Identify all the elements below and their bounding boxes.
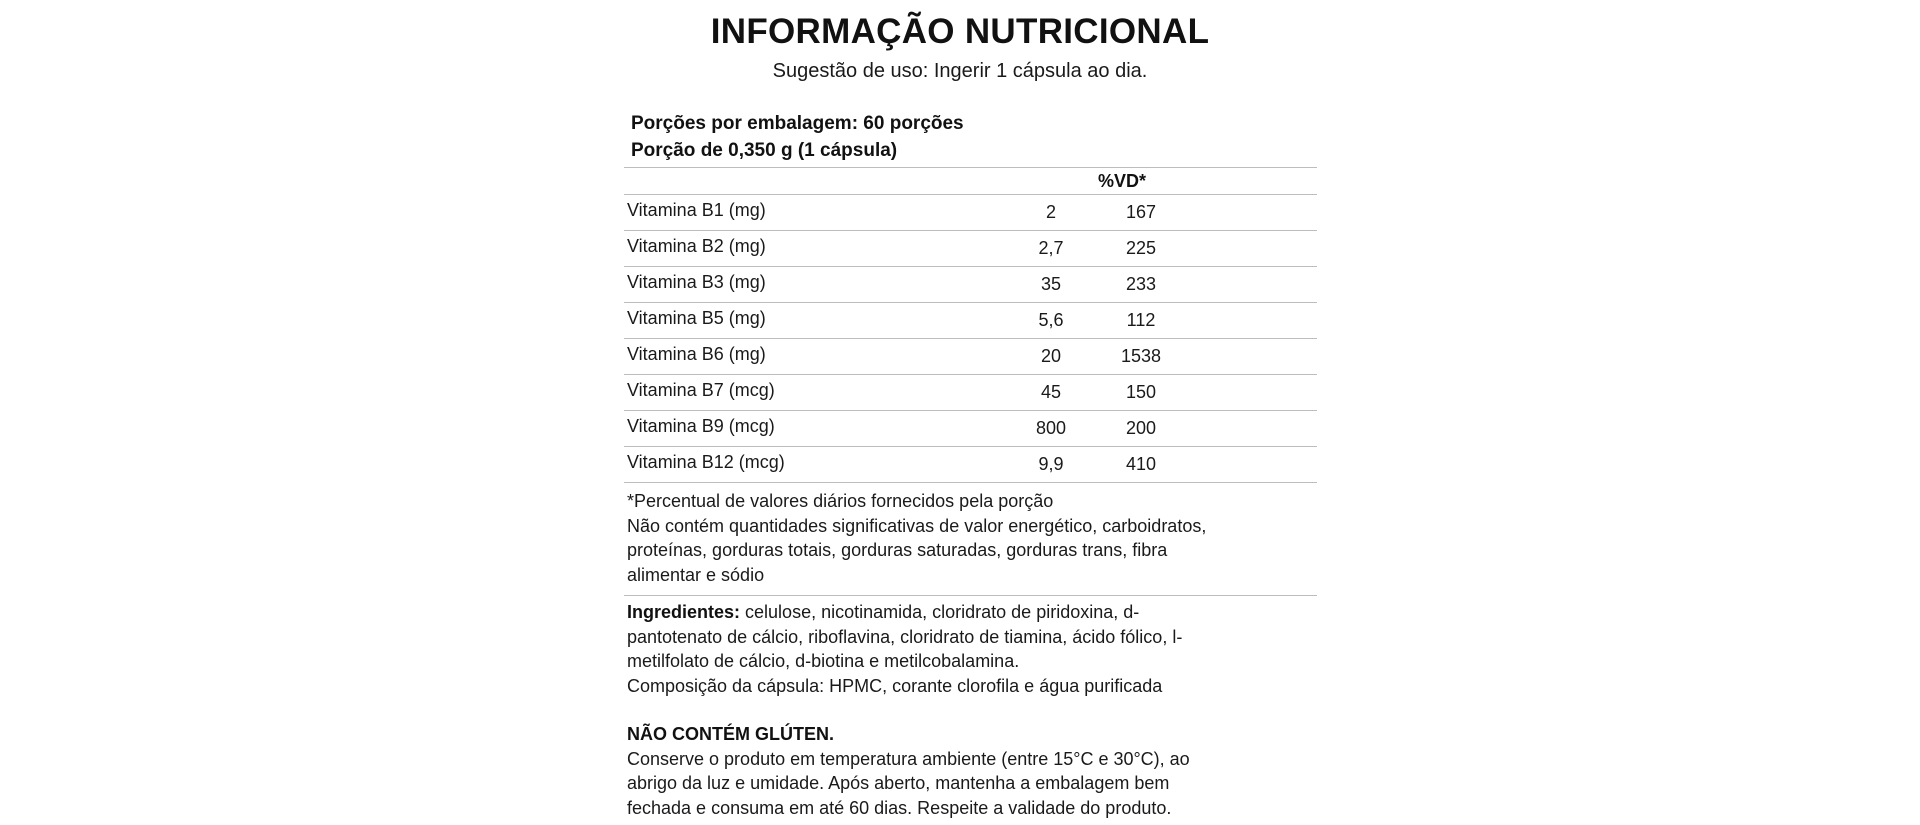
nutrient-dv: 150 bbox=[1125, 382, 1157, 402]
nutrient-dv: 233 bbox=[1125, 274, 1157, 294]
nutrient-amount: 2,7 bbox=[1038, 238, 1064, 258]
dv-column-header: %VD* bbox=[1097, 171, 1146, 191]
capsule-composition: Composição da cápsula: HPMC, corante clorofila e água purificada bbox=[627, 675, 1163, 696]
nutrient-name: Vitamina B9 (mcg) bbox=[627, 416, 775, 436]
nutrition-panel bbox=[624, 110, 1317, 820]
nutrient-dv: 167 bbox=[1125, 202, 1157, 222]
table-row bbox=[624, 446, 1317, 483]
nutrient-amount: 35 bbox=[1040, 274, 1062, 294]
table-row bbox=[624, 338, 1317, 374]
nutrient-name: Vitamina B5 (mg) bbox=[627, 308, 766, 328]
nutrient-dv: 1538 bbox=[1120, 346, 1162, 366]
ingredients-label: Ingredientes: bbox=[627, 602, 741, 622]
dv-footnote: *Percentual de valores diários fornecidos pela porção bbox=[627, 491, 1054, 511]
spacer bbox=[627, 698, 1227, 722]
table-row bbox=[624, 302, 1317, 338]
nutrient-amount: 800 bbox=[1035, 418, 1067, 438]
not-significant-note: Não contém quantidades significativas de valor energético, carboidratos, proteínas, gorduras totais, gorduras saturadas, gorduras trans, fibra alimentar e sódio bbox=[627, 515, 1207, 585]
nutrient-dv: 225 bbox=[1125, 238, 1157, 258]
portions-per-package: Porções por embalagem: 60 porções bbox=[631, 113, 964, 134]
table-row bbox=[624, 230, 1317, 266]
nutrient-name: Vitamina B1 (mg) bbox=[627, 200, 766, 220]
nutrient-name: Vitamina B12 (mcg) bbox=[627, 452, 785, 472]
nutrient-name: Vitamina B2 (mg) bbox=[627, 236, 766, 256]
table-row bbox=[624, 410, 1317, 446]
usage-suggestion: Sugestão de uso: Ingerir 1 cápsula ao dia. bbox=[772, 60, 1148, 82]
table-row bbox=[624, 266, 1317, 302]
portion-size: Porção de 0,350 g (1 cápsula) bbox=[631, 140, 898, 161]
gluten-warning: NÃO CONTÉM GLÚTEN. bbox=[627, 724, 834, 744]
table-header bbox=[624, 168, 1317, 194]
table-row bbox=[624, 194, 1317, 230]
nutrient-amount: 9,9 bbox=[1038, 454, 1064, 474]
nutrient-dv: 112 bbox=[1126, 310, 1156, 330]
nutrient-amount: 5,6 bbox=[1038, 310, 1064, 330]
nutrient-amount: 20 bbox=[1040, 346, 1062, 366]
nutrient-name: Vitamina B6 (mg) bbox=[627, 344, 766, 364]
ingredients-text: celulose, nicotinamida, cloridrato de piridoxina, d-pantotenato de cálcio, riboflavina, cloridrato de tiamina, ácido fólico, l-metilfolato de cálcio, d-biotina e metilcobalamina. bbox=[627, 602, 1183, 671]
nutrient-name: Vitamina B3 (mg) bbox=[627, 272, 766, 292]
page-title: INFORMAÇÃO NUTRICIONAL bbox=[710, 12, 1210, 51]
nutrition-table bbox=[624, 194, 1317, 483]
nutrient-dv: 200 bbox=[1125, 418, 1157, 438]
portions-block bbox=[624, 110, 1317, 164]
nutrient-name: Vitamina B7 (mcg) bbox=[627, 380, 775, 400]
table-row bbox=[624, 374, 1317, 410]
ingredients-block bbox=[624, 596, 1227, 820]
nutrient-amount: 45 bbox=[1040, 382, 1062, 402]
footnotes bbox=[624, 483, 1237, 591]
storage-instructions: Conserve o produto em temperatura ambiente (entre 15°C e 30°C), ao abrigo da luz e umidade. Após aberto, mantenha a embalagem bem fechada e consuma em até 60 dias. Respeite a validade do produto. bbox=[627, 748, 1190, 818]
ingredients-list bbox=[627, 600, 1227, 674]
nutrient-amount: 2 bbox=[1045, 202, 1056, 222]
nutrient-dv: 410 bbox=[1125, 454, 1157, 474]
